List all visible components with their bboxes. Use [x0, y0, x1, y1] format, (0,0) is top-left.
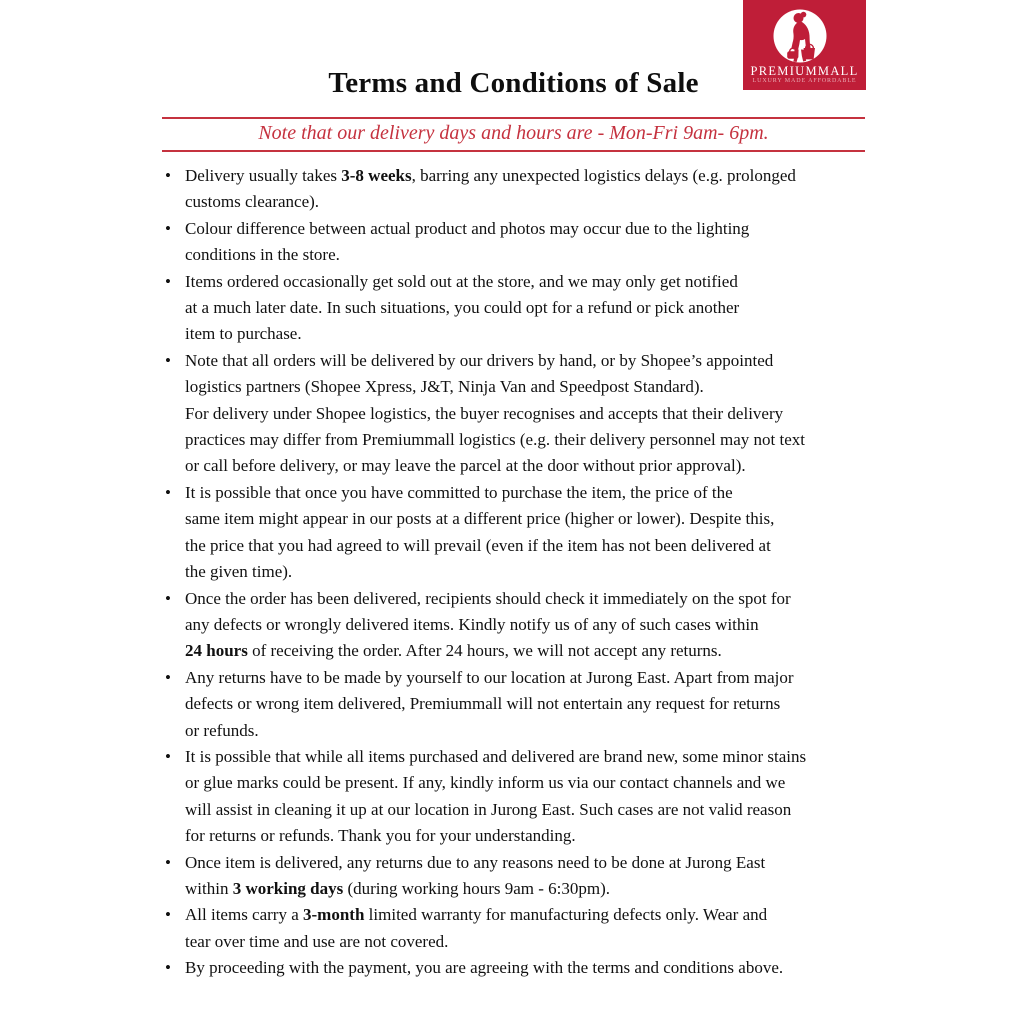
bullet-marker: • [165, 958, 171, 978]
list-item-text: It is possible that once you have committed to purchase the item, the price of the same item might appear in our posts at a different price (higher or lower). Despite this, the price that you had agreed to will prevail (even if the item has not been delivered at the given time). [185, 482, 775, 582]
terms-list [162, 163, 865, 982]
bullet-marker: • [165, 852, 171, 872]
list-item [162, 744, 865, 850]
list-item [162, 348, 865, 480]
list-item [162, 850, 865, 903]
bullet-marker: • [165, 271, 171, 291]
list-item-text: All items carry a 3-month limited warranty for manufacturing defects only. Wear and tear over time and use are not covered. [185, 905, 768, 951]
delivery-notice-text: Note that our delivery days and hours are - Mon-Fri 9am- 6pm. [258, 122, 769, 144]
list-item [162, 955, 865, 981]
bullet-marker: • [165, 218, 171, 238]
list-item [162, 586, 865, 665]
list-item [162, 480, 865, 586]
bullet-marker: • [165, 350, 171, 370]
list-item-text: Once item is delivered, any returns due to any reasons need to be done at Jurong East within 3 working days (during working hours 9am - 6:30pm). [185, 852, 766, 898]
list-item [162, 269, 865, 348]
bullet-marker: • [165, 746, 171, 766]
bullet-marker: • [165, 667, 171, 687]
list-item-text: Delivery usually takes 3-8 weeks, barring any unexpected logistics delays (e.g. prolonged customs clearance). [185, 166, 796, 212]
premiummall-logo [743, 0, 866, 90]
bullet-marker: • [165, 905, 171, 925]
bullet-marker: • [165, 588, 171, 608]
list-item [162, 902, 865, 955]
list-item-text: Once the order has been delivered, recipients should check it immediately on the spot for any defects or wrongly delivered items. Kindly notify us of any of such cases within 24 hours of receiving the order. After 24 hours, we will not accept any returns. [185, 588, 791, 661]
list-item-text: Note that all orders will be delivered by our drivers by hand, or by Shopee’s appointed logistics partners (Shopee Xpress, J&T, Ninja Van and Speedpost Standard). For delivery under Shopee logistics, the buyer recognises and accepts that their delivery practices may differ from Premiummall logistics (e.g. their delivery personnel may not text or call before delivery, or may leave the parcel at the door without prior approval). [185, 350, 806, 476]
list-item [162, 216, 865, 269]
list-item [162, 665, 865, 744]
list-item-text: It is possible that while all items purchased and delivered are brand new, some minor stains or glue marks could be present. If any, kindly inform us via our contact channels and we will assist in cleaning it up at our location in Jurong East. Such cases are not valid reason for returns or refunds. Thank you for your understanding. [185, 746, 807, 846]
logo-brand-name: PREMIUMMALL [750, 64, 859, 78]
bullet-marker: • [165, 482, 171, 502]
delivery-notice-banner [162, 117, 865, 152]
list-item-text: Any returns have to be made by yourself to our location at Jurong East. Apart from major defects or wrong item delivered, Premiummall will not entertain any request for returns or refunds. [185, 667, 794, 740]
list-item-text: By proceeding with the payment, you are agreeing with the terms and conditions above. [185, 958, 784, 978]
document-content [162, 0, 865, 982]
list-item-text: Colour difference between actual product and photos may occur due to the lighting conditions in the store. [185, 218, 750, 265]
logo-tagline: LUXURY MADE AFFORDABLE [752, 78, 857, 84]
bullet-marker: • [165, 166, 171, 185]
page-title: Terms and Conditions of Sale [328, 67, 699, 99]
list-item [162, 163, 865, 216]
list-item-text: Items ordered occasionally get sold out at the store, and we may only get notified at a much later date. In such situations, you could opt for a refund or pick another item to purchase. [185, 271, 740, 344]
